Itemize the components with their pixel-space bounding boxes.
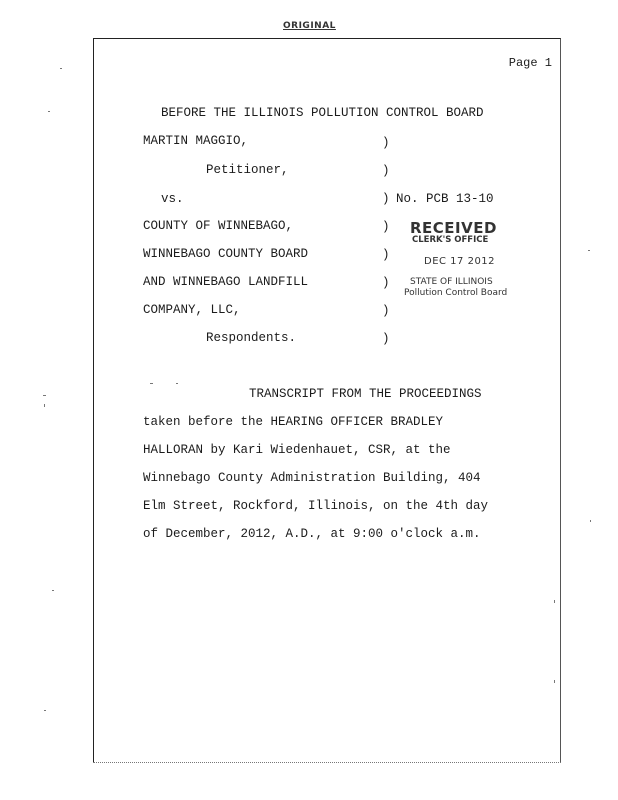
scan-speck (590, 520, 591, 522)
versus-label: vs. (161, 192, 184, 206)
board-heading: BEFORE THE ILLINOIS POLLUTION CONTROL BOARD (161, 106, 484, 120)
caption-paren: ) (382, 276, 390, 290)
scan-speck (44, 710, 46, 711)
scan-speck (44, 404, 45, 407)
received-stamp-state: STATE OF ILLINOIS (410, 277, 493, 287)
page-number: Page 1 (508, 56, 552, 70)
received-stamp-office: CLERK'S OFFICE (412, 235, 489, 245)
respondent-line-1: COUNTY OF WINNEBAGO, (143, 219, 294, 233)
caption-paren: ) (382, 220, 390, 234)
scan-speck (554, 600, 555, 603)
transcript-heading: TRANSCRIPT FROM THE PROCEEDINGS (249, 387, 482, 401)
scan-speck (52, 590, 54, 591)
scan-speck (176, 383, 178, 384)
petitioner-name: MARTIN MAGGIO, (143, 134, 249, 148)
respondent-line-3: AND WINNEBAGO LANDFILL (143, 275, 309, 289)
case-number: No. PCB 13-10 (396, 192, 494, 206)
scan-speck (60, 68, 62, 69)
respondent-line-2: WINNEBAGO COUNTY BOARD (143, 247, 309, 261)
page-frame-bottom (93, 762, 561, 763)
scan-speck (554, 680, 555, 683)
body-line-3: HALLORAN by Kari Wiedenhauet, CSR, at the (143, 443, 451, 457)
caption-paren: ) (382, 304, 390, 318)
respondent-role: Respondents. (206, 331, 297, 345)
caption-paren: ) (382, 164, 390, 178)
original-stamp: ORIGINAL (283, 21, 336, 31)
body-line-2: taken before the HEARING OFFICER BRADLEY (143, 415, 444, 429)
caption-paren: ) (382, 248, 390, 262)
caption-paren: ) (382, 192, 390, 206)
respondent-line-4: COMPANY, LLC, (143, 303, 241, 317)
body-line-6: of December, 2012, A.D., at 9:00 o'clock a.m. (143, 527, 481, 541)
scan-speck (588, 250, 590, 251)
body-line-5: Elm Street, Rockford, Illinois, on the 4th day (143, 499, 489, 513)
petitioner-role: Petitioner, (206, 163, 289, 177)
received-stamp-date: DEC 17 2012 (424, 256, 496, 267)
scan-speck (43, 395, 46, 396)
scan-speck (48, 111, 50, 112)
body-line-4: Winnebago County Administration Building, 404 (143, 471, 481, 485)
caption-paren: ) (382, 332, 390, 346)
received-stamp-board: Pollution Control Board (404, 288, 508, 298)
received-stamp-title: RECEIVED (410, 219, 497, 237)
scan-speck (150, 383, 153, 384)
caption-paren: ) (382, 136, 390, 150)
